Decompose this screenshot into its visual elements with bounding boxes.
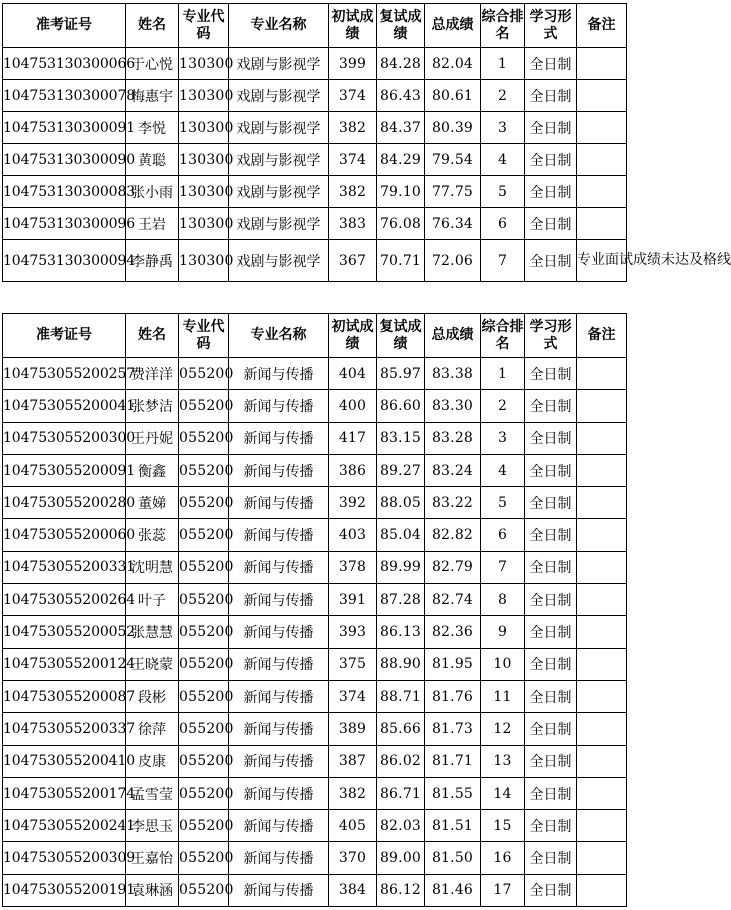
exam-id-cell: 104753055200257 xyxy=(3,358,126,390)
initial-score-cell: 374 xyxy=(329,680,377,712)
initial-score-cell: 393 xyxy=(329,616,377,648)
major-code-cell: 055200 xyxy=(179,519,229,551)
name-cell: 李思玉 xyxy=(126,810,179,842)
table-row xyxy=(3,208,627,240)
note-cell xyxy=(577,112,627,144)
header-major-code: 专业代码 xyxy=(179,4,229,48)
exam-id-cell: 104753055200124 xyxy=(3,648,126,680)
retest-score-cell: 86.13 xyxy=(377,616,425,648)
total-score-cell: 83.28 xyxy=(425,422,481,454)
note-cell xyxy=(577,777,627,809)
rank-cell: 12 xyxy=(481,713,525,745)
major-name-cell: 新闻与传播 xyxy=(229,680,329,712)
name-cell: 张蕊 xyxy=(126,519,179,551)
name-cell: 袁琳涵 xyxy=(126,874,179,906)
table-row xyxy=(3,487,627,519)
initial-score-cell: 405 xyxy=(329,810,377,842)
rank-cell: 5 xyxy=(481,176,525,208)
table-row xyxy=(3,842,627,874)
major-code-cell: 130300 xyxy=(179,208,229,240)
header-note: 备注 xyxy=(577,4,627,48)
major-code-cell: 055200 xyxy=(179,810,229,842)
table-row xyxy=(3,80,627,112)
initial-score-cell: 404 xyxy=(329,358,377,390)
major-name-cell: 新闻与传播 xyxy=(229,487,329,519)
exam-id-cell: 104753055200191 xyxy=(3,874,126,906)
study-mode-cell: 全日制 xyxy=(525,80,577,112)
exam-id-cell: 104753055200041 xyxy=(3,390,126,422)
name-cell: 张慧慧 xyxy=(126,616,179,648)
total-score-cell: 82.04 xyxy=(425,48,481,80)
major-code-cell: 130300 xyxy=(179,144,229,176)
initial-score-cell: 370 xyxy=(329,842,377,874)
total-score-cell: 83.30 xyxy=(425,390,481,422)
major-name-cell: 新闻与传播 xyxy=(229,648,329,680)
retest-score-cell: 86.12 xyxy=(377,874,425,906)
header-retest-score: 复试成绩 xyxy=(377,314,425,358)
name-cell: 李悦 xyxy=(126,112,179,144)
header-exam-id: 准考证号 xyxy=(3,314,126,358)
table-row xyxy=(3,112,627,144)
major-code-cell: 055200 xyxy=(179,745,229,777)
header-note: 备注 xyxy=(577,314,627,358)
major-name-cell: 新闻与传播 xyxy=(229,390,329,422)
study-mode-cell: 全日制 xyxy=(525,390,577,422)
name-cell: 孟雪莹 xyxy=(126,777,179,809)
study-mode-cell: 全日制 xyxy=(525,616,577,648)
note-cell xyxy=(577,584,627,616)
rank-cell: 13 xyxy=(481,745,525,777)
rank-cell: 10 xyxy=(481,648,525,680)
exam-id-cell: 104753130300083 xyxy=(3,176,126,208)
note-cell xyxy=(577,616,627,648)
rank-cell: 2 xyxy=(481,390,525,422)
table-body xyxy=(3,358,627,907)
major-code-cell: 055200 xyxy=(179,874,229,906)
retest-score-cell: 85.97 xyxy=(377,358,425,390)
table-row xyxy=(3,616,627,648)
study-mode-cell: 全日制 xyxy=(525,648,577,680)
exam-id-cell: 104753055200087 xyxy=(3,680,126,712)
name-cell: 叶子 xyxy=(126,584,179,616)
note-cell xyxy=(577,422,627,454)
major-name-cell: 新闻与传播 xyxy=(229,358,329,390)
initial-score-cell: 387 xyxy=(329,745,377,777)
total-score-cell: 81.95 xyxy=(425,648,481,680)
table-row xyxy=(3,584,627,616)
table-row xyxy=(3,551,627,583)
note-cell xyxy=(577,144,627,176)
major-code-cell: 055200 xyxy=(179,487,229,519)
table-row xyxy=(3,390,627,422)
study-mode-cell: 全日制 xyxy=(525,358,577,390)
study-mode-cell: 全日制 xyxy=(525,176,577,208)
study-mode-cell: 全日制 xyxy=(525,777,577,809)
exam-id-cell: 104753055200331 xyxy=(3,551,126,583)
initial-score-cell: 400 xyxy=(329,390,377,422)
name-cell: 王岩 xyxy=(126,208,179,240)
name-cell: 衡鑫 xyxy=(126,454,179,486)
exam-id-cell: 104753130300094 xyxy=(3,240,126,282)
total-score-cell: 83.38 xyxy=(425,358,481,390)
header-retest-score: 复试成绩 xyxy=(377,4,425,48)
retest-score-cell: 85.66 xyxy=(377,713,425,745)
total-score-cell: 82.36 xyxy=(425,616,481,648)
table-row xyxy=(3,358,627,390)
name-cell: 皮康 xyxy=(126,745,179,777)
initial-score-cell: 378 xyxy=(329,551,377,583)
major-name-cell: 新闻与传播 xyxy=(229,810,329,842)
retest-score-cell: 82.03 xyxy=(377,810,425,842)
rank-cell: 3 xyxy=(481,422,525,454)
rank-cell: 16 xyxy=(481,842,525,874)
study-mode-cell: 全日制 xyxy=(525,874,577,906)
name-cell: 沈明慧 xyxy=(126,551,179,583)
table-row xyxy=(3,777,627,809)
initial-score-cell: 417 xyxy=(329,422,377,454)
rank-cell: 7 xyxy=(481,240,525,282)
retest-score-cell: 76.08 xyxy=(377,208,425,240)
exam-id-cell: 104753055200241 xyxy=(3,810,126,842)
header-name: 姓名 xyxy=(126,314,179,358)
retest-score-cell: 85.04 xyxy=(377,519,425,551)
exam-id-cell: 104753055200052 xyxy=(3,616,126,648)
note-cell xyxy=(577,810,627,842)
name-cell: 董娣 xyxy=(126,487,179,519)
initial-score-cell: 382 xyxy=(329,112,377,144)
retest-score-cell: 79.10 xyxy=(377,176,425,208)
header-major-code: 专业代码 xyxy=(179,314,229,358)
study-mode-cell: 全日制 xyxy=(525,745,577,777)
major-name-cell: 戏剧与影视学 xyxy=(229,208,329,240)
retest-score-cell: 84.29 xyxy=(377,144,425,176)
table-row xyxy=(3,422,627,454)
name-cell: 王晓蒙 xyxy=(126,648,179,680)
name-cell: 张小雨 xyxy=(126,176,179,208)
major-name-cell: 戏剧与影视学 xyxy=(229,80,329,112)
exam-id-cell: 104753055200410 xyxy=(3,745,126,777)
study-mode-cell: 全日制 xyxy=(525,422,577,454)
note-cell xyxy=(577,358,627,390)
note-cell xyxy=(577,176,627,208)
rank-cell: 6 xyxy=(481,519,525,551)
study-mode-cell: 全日制 xyxy=(525,584,577,616)
initial-score-cell: 389 xyxy=(329,713,377,745)
table-row xyxy=(3,745,627,777)
rank-cell: 4 xyxy=(481,144,525,176)
table-row xyxy=(3,144,627,176)
rank-cell: 1 xyxy=(481,358,525,390)
total-score-cell: 72.06 xyxy=(425,240,481,282)
retest-score-cell: 70.71 xyxy=(377,240,425,282)
exam-id-cell: 104753055200174 xyxy=(3,777,126,809)
exam-id-cell: 104753055200309 xyxy=(3,842,126,874)
retest-score-cell: 84.28 xyxy=(377,48,425,80)
major-name-cell: 新闻与传播 xyxy=(229,777,329,809)
study-mode-cell: 全日制 xyxy=(525,48,577,80)
initial-score-cell: 367 xyxy=(329,240,377,282)
study-mode-cell: 全日制 xyxy=(525,208,577,240)
total-score-cell: 82.79 xyxy=(425,551,481,583)
initial-score-cell: 383 xyxy=(329,208,377,240)
initial-score-cell: 374 xyxy=(329,80,377,112)
initial-score-cell: 386 xyxy=(329,454,377,486)
table-row xyxy=(3,454,627,486)
major-code-cell: 055200 xyxy=(179,454,229,486)
name-cell: 李静禹 xyxy=(126,240,179,282)
major-name-cell: 新闻与传播 xyxy=(229,842,329,874)
retest-score-cell: 84.37 xyxy=(377,112,425,144)
study-mode-cell: 全日制 xyxy=(525,680,577,712)
name-cell: 黄聪 xyxy=(126,144,179,176)
exam-id-cell: 104753130300066 xyxy=(3,48,126,80)
header-study-mode: 学习形式 xyxy=(525,314,577,358)
initial-score-cell: 403 xyxy=(329,519,377,551)
header-total-score: 总成绩 xyxy=(425,4,481,48)
major-code-cell: 055200 xyxy=(179,648,229,680)
exam-id-cell: 104753055200264 xyxy=(3,584,126,616)
rank-cell: 3 xyxy=(481,112,525,144)
exam-id-cell: 104753130300078 xyxy=(3,80,126,112)
study-mode-cell: 全日制 xyxy=(525,810,577,842)
rank-cell: 6 xyxy=(481,208,525,240)
study-mode-cell: 全日制 xyxy=(525,713,577,745)
header-major-name: 专业名称 xyxy=(229,314,329,358)
name-cell: 张梦洁 xyxy=(126,390,179,422)
major-name-cell: 新闻与传播 xyxy=(229,551,329,583)
major-code-cell: 055200 xyxy=(179,777,229,809)
retest-score-cell: 88.05 xyxy=(377,487,425,519)
major-name-cell: 新闻与传播 xyxy=(229,713,329,745)
total-score-cell: 79.54 xyxy=(425,144,481,176)
retest-score-cell: 86.71 xyxy=(377,777,425,809)
major-name-cell: 戏剧与影视学 xyxy=(229,176,329,208)
initial-score-cell: 374 xyxy=(329,144,377,176)
table-row xyxy=(3,810,627,842)
name-cell: 费洋洋 xyxy=(126,358,179,390)
header-initial-score: 初试成绩 xyxy=(329,314,377,358)
table-header-row xyxy=(3,314,627,358)
header-major-name: 专业名称 xyxy=(229,4,329,48)
major-code-cell: 055200 xyxy=(179,584,229,616)
initial-score-cell: 375 xyxy=(329,648,377,680)
total-score-cell: 83.22 xyxy=(425,487,481,519)
rank-cell: 1 xyxy=(481,48,525,80)
study-mode-cell: 全日制 xyxy=(525,240,577,282)
exam-id-cell: 104753055200060 xyxy=(3,519,126,551)
exam-id-cell: 104753055200091 xyxy=(3,454,126,486)
study-mode-cell: 全日制 xyxy=(525,112,577,144)
header-rank: 综合排名 xyxy=(481,314,525,358)
initial-score-cell: 399 xyxy=(329,48,377,80)
note-cell xyxy=(577,713,627,745)
retest-score-cell: 87.28 xyxy=(377,584,425,616)
retest-score-cell: 88.71 xyxy=(377,680,425,712)
major-name-cell: 新闻与传播 xyxy=(229,454,329,486)
major-code-cell: 055200 xyxy=(179,680,229,712)
initial-score-cell: 384 xyxy=(329,874,377,906)
exam-id-cell: 104753055200280 xyxy=(3,487,126,519)
note-cell xyxy=(577,487,627,519)
retest-score-cell: 86.43 xyxy=(377,80,425,112)
study-mode-cell: 全日制 xyxy=(525,519,577,551)
study-mode-cell: 全日制 xyxy=(525,454,577,486)
total-score-cell: 82.74 xyxy=(425,584,481,616)
note-cell xyxy=(577,745,627,777)
rank-cell: 8 xyxy=(481,584,525,616)
table-row xyxy=(3,519,627,551)
retest-score-cell: 88.90 xyxy=(377,648,425,680)
header-name: 姓名 xyxy=(126,4,179,48)
table-row xyxy=(3,48,627,80)
major-name-cell: 新闻与传播 xyxy=(229,422,329,454)
retest-score-cell: 86.02 xyxy=(377,745,425,777)
note-cell xyxy=(577,680,627,712)
note-cell xyxy=(577,454,627,486)
major-code-cell: 130300 xyxy=(179,48,229,80)
initial-score-cell: 382 xyxy=(329,777,377,809)
major-code-cell: 055200 xyxy=(179,842,229,874)
major-code-cell: 055200 xyxy=(179,616,229,648)
study-mode-cell: 全日制 xyxy=(525,144,577,176)
major-name-cell: 新闻与传播 xyxy=(229,616,329,648)
header-total-score: 总成绩 xyxy=(425,314,481,358)
note-cell xyxy=(577,390,627,422)
major-code-cell: 055200 xyxy=(179,358,229,390)
exam-id-cell: 104753130300090 xyxy=(3,144,126,176)
note-cell: 专业面试成绩未达及格线 xyxy=(577,240,627,282)
total-score-cell: 80.61 xyxy=(425,80,481,112)
note-cell xyxy=(577,48,627,80)
total-score-cell: 81.55 xyxy=(425,777,481,809)
total-score-cell: 80.39 xyxy=(425,112,481,144)
name-cell: 徐萍 xyxy=(126,713,179,745)
total-score-cell: 76.34 xyxy=(425,208,481,240)
total-score-cell: 77.75 xyxy=(425,176,481,208)
major-code-cell: 055200 xyxy=(179,713,229,745)
major-name-cell: 新闻与传播 xyxy=(229,874,329,906)
initial-score-cell: 392 xyxy=(329,487,377,519)
retest-score-cell: 89.00 xyxy=(377,842,425,874)
exam-id-cell: 104753130300096 xyxy=(3,208,126,240)
initial-score-cell: 391 xyxy=(329,584,377,616)
major-name-cell: 新闻与传播 xyxy=(229,519,329,551)
major-name-cell: 新闻与传播 xyxy=(229,584,329,616)
study-mode-cell: 全日制 xyxy=(525,842,577,874)
name-cell: 王丹妮 xyxy=(126,422,179,454)
name-cell: 梅惠宇 xyxy=(126,80,179,112)
rank-cell: 5 xyxy=(481,487,525,519)
rank-cell: 15 xyxy=(481,810,525,842)
total-score-cell: 82.82 xyxy=(425,519,481,551)
note-cell xyxy=(577,648,627,680)
rank-cell: 4 xyxy=(481,454,525,486)
score-table-journalism xyxy=(2,313,627,907)
major-name-cell: 戏剧与影视学 xyxy=(229,144,329,176)
name-cell: 于心悦 xyxy=(126,48,179,80)
major-name-cell: 戏剧与影视学 xyxy=(229,48,329,80)
total-score-cell: 81.46 xyxy=(425,874,481,906)
major-name-cell: 戏剧与影视学 xyxy=(229,112,329,144)
note-cell xyxy=(577,874,627,906)
major-code-cell: 055200 xyxy=(179,551,229,583)
note-cell xyxy=(577,551,627,583)
table-row xyxy=(3,176,627,208)
header-rank: 综合排名 xyxy=(481,4,525,48)
total-score-cell: 81.76 xyxy=(425,680,481,712)
total-score-cell: 83.24 xyxy=(425,454,481,486)
rank-cell: 14 xyxy=(481,777,525,809)
table-row xyxy=(3,713,627,745)
exam-id-cell: 104753055200300 xyxy=(3,422,126,454)
note-cell xyxy=(577,842,627,874)
rank-cell: 9 xyxy=(481,616,525,648)
table-body xyxy=(3,48,731,282)
table-row xyxy=(3,874,627,906)
name-cell: 段彬 xyxy=(126,680,179,712)
major-name-cell: 新闻与传播 xyxy=(229,745,329,777)
retest-score-cell: 83.15 xyxy=(377,422,425,454)
total-score-cell: 81.50 xyxy=(425,842,481,874)
major-code-cell: 055200 xyxy=(179,422,229,454)
header-exam-id: 准考证号 xyxy=(3,4,126,48)
retest-score-cell: 86.60 xyxy=(377,390,425,422)
rank-cell: 11 xyxy=(481,680,525,712)
table-header-row xyxy=(3,4,627,48)
note-cell xyxy=(577,80,627,112)
table-row xyxy=(3,648,627,680)
major-code-cell: 130300 xyxy=(179,112,229,144)
retest-score-cell: 89.27 xyxy=(377,454,425,486)
table-row xyxy=(3,240,627,282)
total-score-cell: 81.71 xyxy=(425,745,481,777)
major-code-cell: 130300 xyxy=(179,176,229,208)
rank-cell: 2 xyxy=(481,80,525,112)
total-score-cell: 81.51 xyxy=(425,810,481,842)
study-mode-cell: 全日制 xyxy=(525,487,577,519)
study-mode-cell: 全日制 xyxy=(525,551,577,583)
total-score-cell: 81.73 xyxy=(425,713,481,745)
major-code-cell: 130300 xyxy=(179,80,229,112)
exam-id-cell: 104753130300091 xyxy=(3,112,126,144)
note-cell xyxy=(577,519,627,551)
initial-score-cell: 382 xyxy=(329,176,377,208)
table-row xyxy=(3,680,627,712)
name-cell: 王嘉怡 xyxy=(126,842,179,874)
header-initial-score: 初试成绩 xyxy=(329,4,377,48)
major-name-cell: 戏剧与影视学 xyxy=(229,240,329,282)
header-study-mode: 学习形式 xyxy=(525,4,577,48)
major-code-cell: 055200 xyxy=(179,390,229,422)
major-code-cell: 130300 xyxy=(179,240,229,282)
retest-score-cell: 89.99 xyxy=(377,551,425,583)
rank-cell: 17 xyxy=(481,874,525,906)
score-table-drama xyxy=(2,3,731,282)
exam-id-cell: 104753055200337 xyxy=(3,713,126,745)
note-cell xyxy=(577,208,627,240)
rank-cell: 7 xyxy=(481,551,525,583)
